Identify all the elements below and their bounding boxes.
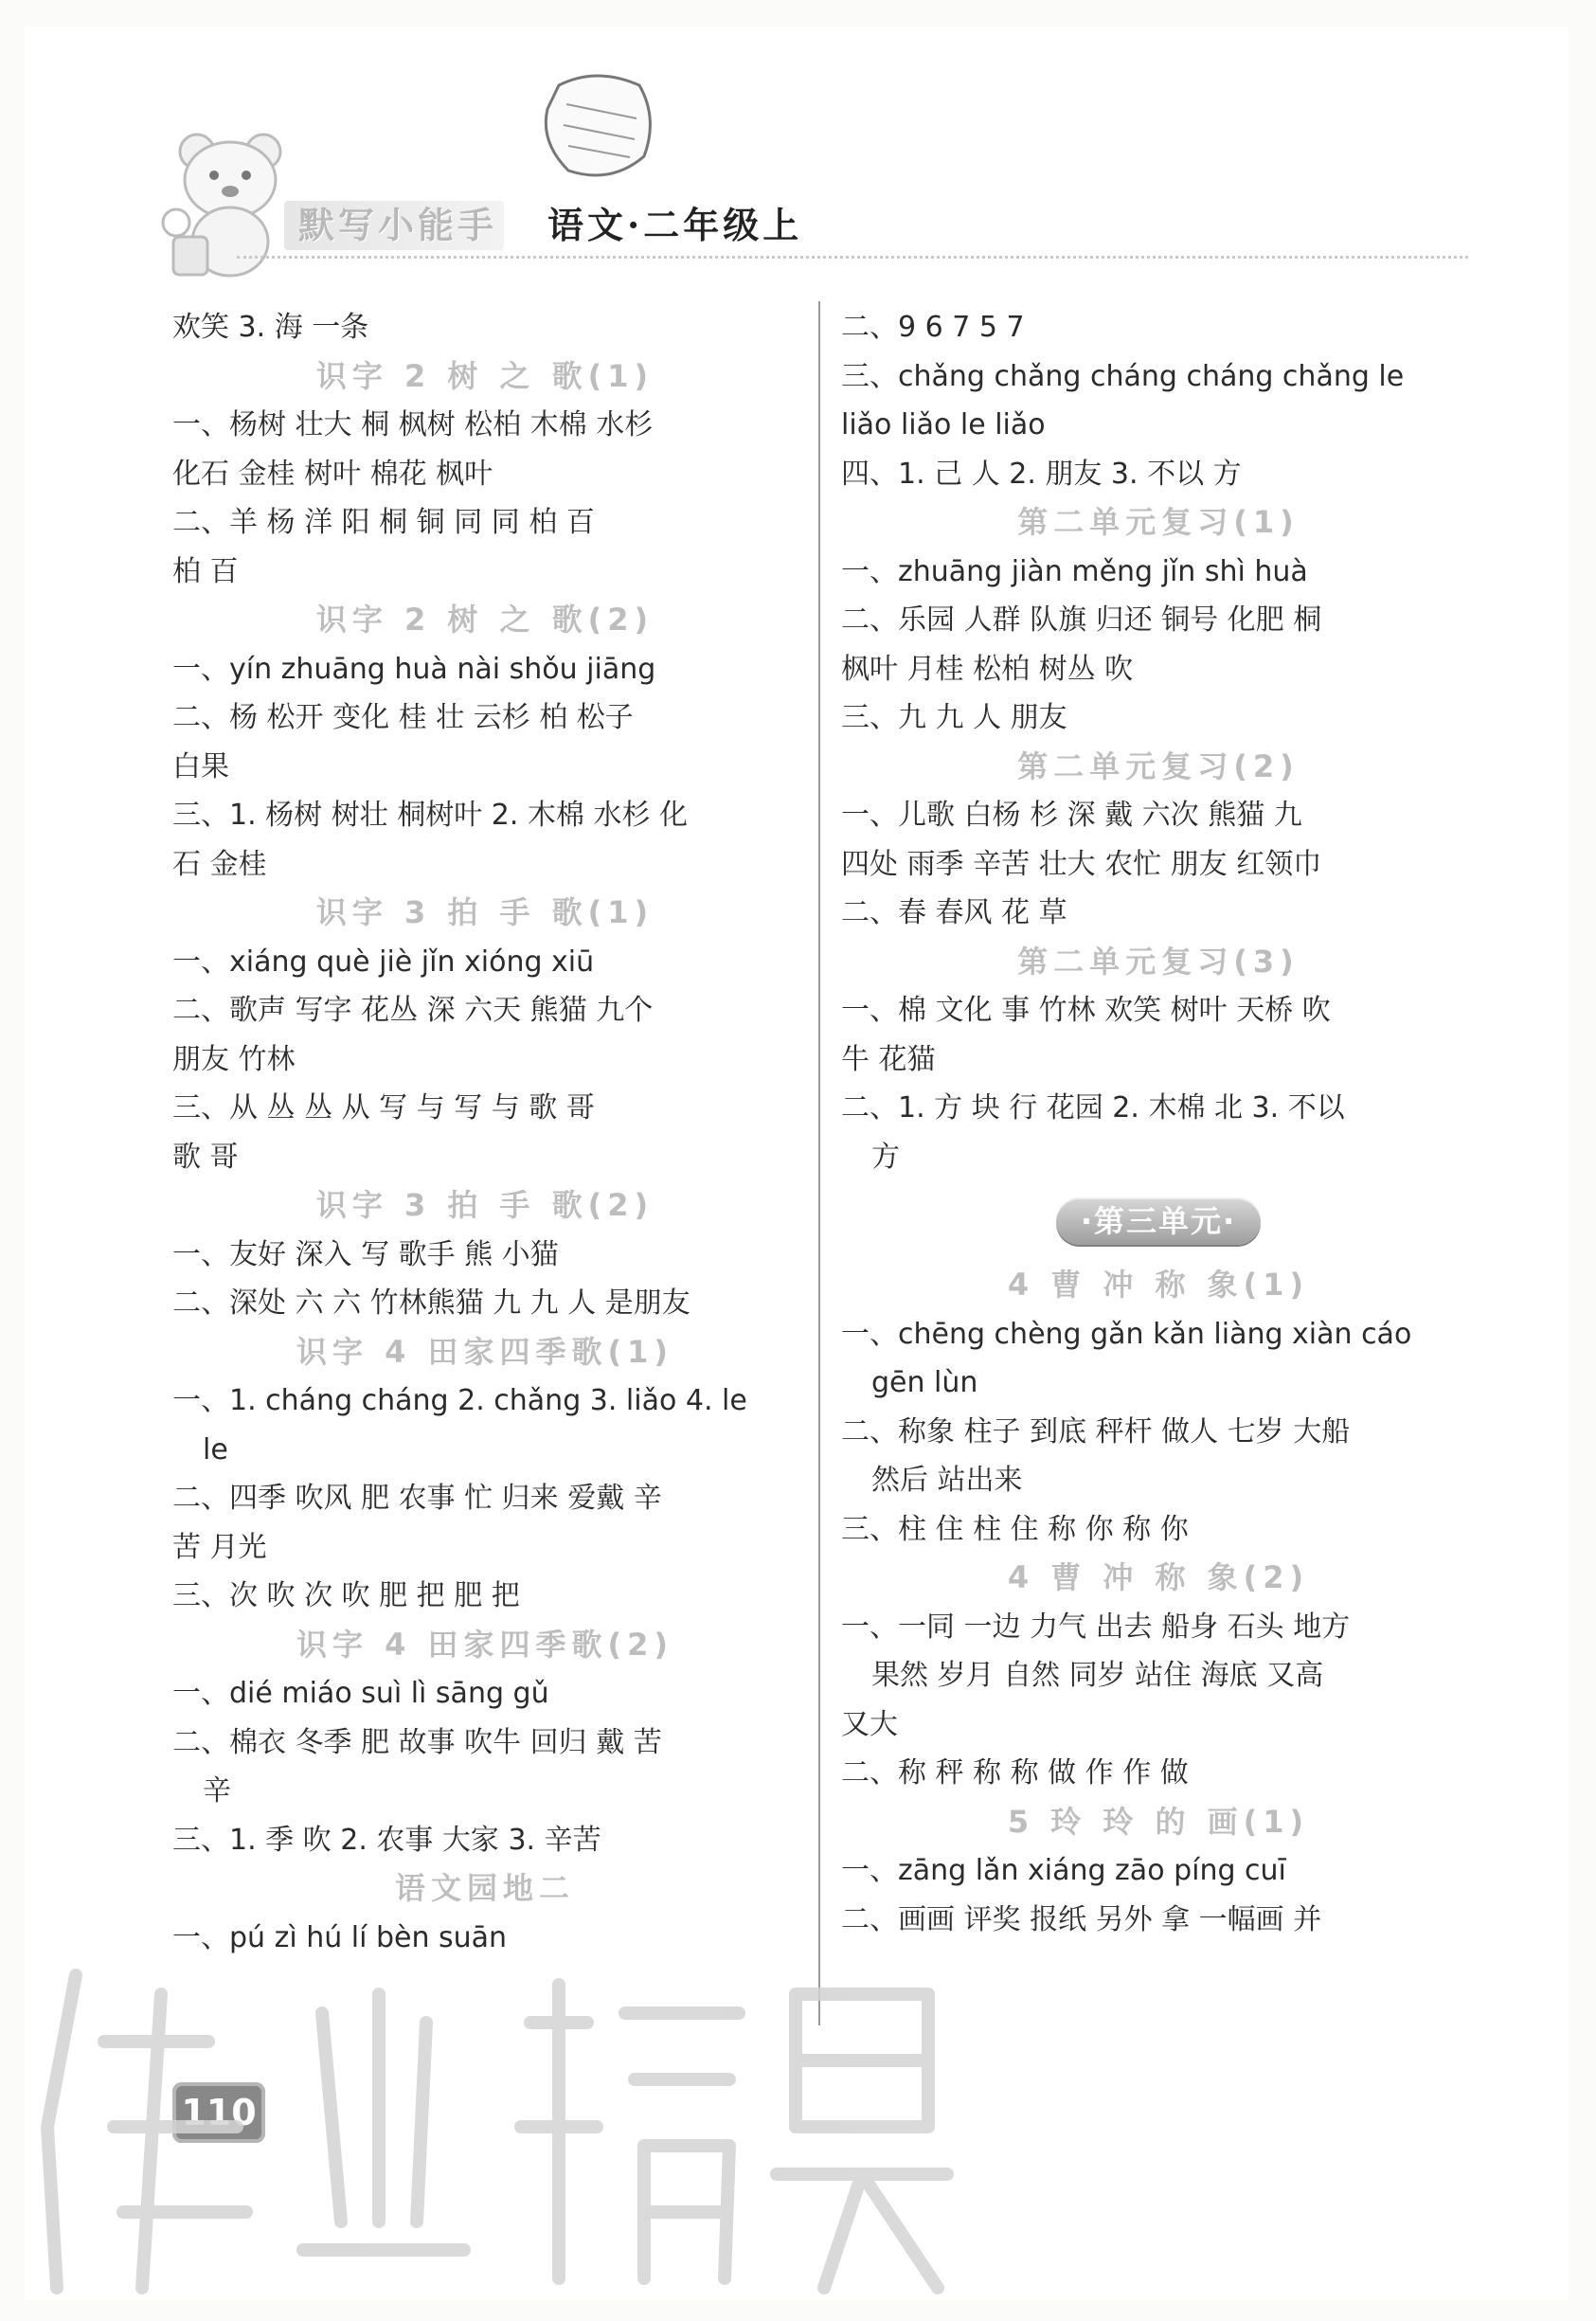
answer-line: 三、1. 杨树 树壮 桐树叶 2. 木棉 水杉 化 bbox=[172, 799, 688, 832]
answer-line: 三、从 丛 丛 从 写 与 写 与 歌 哥 bbox=[172, 1091, 595, 1125]
answer-line: 二、深处 六 六 竹林熊猫 九 九 人 是朋友 bbox=[172, 1286, 690, 1320]
answer-line: 二、歌声 写字 花丛 深 六天 熊猫 九个 bbox=[172, 994, 654, 1027]
section-heading: 第二单元复习(2) bbox=[1017, 747, 1300, 784]
bear-mascot-icon bbox=[159, 123, 301, 284]
answer-line: 然后 站出来 bbox=[871, 1464, 1023, 1497]
answer-line: 一、棉 文化 事 竹林 欢笑 树叶 天桥 吹 bbox=[841, 994, 1331, 1027]
answer-line: 一、一同 一边 力气 出去 船身 石头 地方 bbox=[841, 1610, 1351, 1644]
stamp-logo-icon bbox=[530, 66, 663, 189]
answer-line: 一、zāng lǎn xiáng zāo píng cuī bbox=[841, 1854, 1286, 1887]
answer-line: 三、1. 季 吹 2. 农事 大家 3. 辛苦 bbox=[172, 1823, 601, 1857]
left-column bbox=[172, 303, 798, 1962]
answer-line: 二、画画 评奖 报纸 另外 拿 一幅画 并 bbox=[841, 1902, 1322, 1936]
answer-line: 一、友好 深入 写 歌手 熊 小猫 bbox=[172, 1237, 559, 1271]
answer-line: 牛 花猫 bbox=[841, 1042, 936, 1076]
answer-line: 二、羊 杨 洋 阳 桐 铜 同 同 柏 百 bbox=[172, 506, 595, 539]
answer-line: 一、chēng chèng gǎn kǎn liàng xiàn cáo bbox=[841, 1317, 1412, 1351]
answer-line: 一、xiáng què jiè jǐn xióng xiū bbox=[172, 945, 595, 979]
brand-title: 默写小能手 bbox=[298, 205, 498, 246]
right-column bbox=[841, 303, 1476, 1944]
answer-line: 一、yín zhuāng huà nài shǒu jiāng bbox=[172, 652, 656, 686]
section-heading: 识字 2 树 之 歌(1) bbox=[315, 357, 655, 394]
page-number-badge bbox=[172, 2082, 265, 2143]
answer-line: 二、9 6 7 5 7 bbox=[841, 311, 1025, 344]
answer-line: 石 金桂 bbox=[172, 847, 267, 881]
answer-line: 欢笑 3. 海 一条 bbox=[172, 311, 369, 344]
answer-line: 柏 百 bbox=[172, 554, 239, 588]
chapter-title: ·第三单元· bbox=[1056, 1197, 1261, 1245]
answer-line: 二、棉衣 冬季 肥 故事 吹牛 回归 戴 苦 bbox=[172, 1725, 662, 1759]
answer-line: 一、pú zì hú lí bèn suān bbox=[172, 1920, 508, 1954]
section-heading: 识字 3 拍 手 歌(2) bbox=[315, 1187, 655, 1223]
subject-title: 语文·二年级上 bbox=[547, 204, 803, 246]
section-heading: 第二单元复习(1) bbox=[1017, 504, 1300, 540]
answer-line: 白果 bbox=[172, 749, 229, 783]
answer-line: 苦 月光 bbox=[172, 1530, 267, 1564]
chapter-banner bbox=[841, 1181, 1476, 1261]
answer-line: gēn lùn bbox=[871, 1366, 978, 1399]
answer-line: 四处 雨季 辛苦 壮大 农忙 朋友 红领巾 bbox=[841, 847, 1322, 881]
answer-line: 枫叶 月桂 松柏 树丛 吹 bbox=[841, 652, 1134, 686]
header-rule bbox=[237, 256, 1468, 259]
answer-line: liǎo liǎo le liǎo bbox=[841, 408, 1046, 441]
section-heading: 识字 4 田家四季歌(1) bbox=[296, 1333, 674, 1370]
answer-line: 一、儿歌 白杨 杉 深 戴 六次 熊猫 九 bbox=[841, 799, 1302, 832]
answer-line: 二、春 春风 花 草 bbox=[841, 896, 1067, 929]
section-heading: 语文园地二 bbox=[394, 1870, 575, 1906]
answer-line: 三、柱 住 柱 住 称 你 称 你 bbox=[841, 1512, 1189, 1546]
answer-line: 一、zhuāng jiàn měng jǐn shì huà bbox=[841, 554, 1308, 588]
page-number: 110 bbox=[181, 2092, 257, 2133]
section-heading: 5 玲 玲 的 画(1) bbox=[1007, 1803, 1310, 1840]
section-heading: 识字 2 树 之 歌(2) bbox=[315, 602, 655, 638]
answer-line: 又大 bbox=[841, 1707, 898, 1741]
answer-line: 四、1. 己 人 2. 朋友 3. 不以 方 bbox=[841, 457, 1242, 491]
column-divider bbox=[818, 301, 820, 2025]
answer-line: 化石 金桂 树叶 棉花 枫叶 bbox=[172, 457, 493, 491]
section-heading: 4 曹 冲 称 象(2) bbox=[1007, 1559, 1310, 1595]
answer-line: 一、dié miáo suì lì sāng gǔ bbox=[172, 1677, 549, 1710]
answer-line: 二、称象 柱子 到底 秤杆 做人 七岁 大船 bbox=[841, 1414, 1351, 1448]
answer-line: 三、chǎng chǎng cháng cháng chǎng le bbox=[841, 359, 1405, 393]
answer-line: 二、乐园 人群 队旗 归还 铜号 化肥 桐 bbox=[841, 603, 1322, 637]
answer-line: 辛 bbox=[203, 1774, 231, 1808]
answer-line: 方 bbox=[871, 1140, 900, 1174]
answer-line: 朋友 竹林 bbox=[172, 1042, 296, 1076]
answer-line: 三、九 九 人 朋友 bbox=[841, 701, 1067, 734]
section-heading: 识字 4 田家四季歌(2) bbox=[296, 1626, 674, 1663]
answer-line: 二、四季 吹风 肥 农事 忙 归来 爱戴 辛 bbox=[172, 1482, 662, 1515]
answer-line: 二、1. 方 块 行 花园 2. 木棉 北 3. 不以 bbox=[841, 1091, 1345, 1125]
section-heading: 第二单元复习(3) bbox=[1017, 943, 1300, 980]
answer-line: le bbox=[203, 1432, 228, 1466]
answer-line: 二、杨 松开 变化 桂 壮 云杉 柏 松子 bbox=[172, 701, 634, 734]
answer-line: 二、称 秤 称 称 做 作 作 做 bbox=[841, 1756, 1189, 1790]
answer-line: 一、杨树 壮大 桐 枫树 松柏 木棉 水杉 bbox=[172, 408, 654, 441]
section-heading: 4 曹 冲 称 象(1) bbox=[1007, 1267, 1310, 1303]
answer-line: 一、1. cháng cháng 2. chǎng 3. liǎo 4. le bbox=[172, 1384, 747, 1417]
page-header bbox=[0, 0, 1596, 284]
section-heading: 识字 3 拍 手 歌(1) bbox=[315, 894, 655, 930]
answer-line: 歌 哥 bbox=[172, 1140, 239, 1174]
answer-line: 三、次 吹 次 吹 肥 把 肥 把 bbox=[172, 1579, 520, 1612]
answer-line: 果然 岁月 自然 同岁 站住 海底 又高 bbox=[871, 1659, 1324, 1692]
